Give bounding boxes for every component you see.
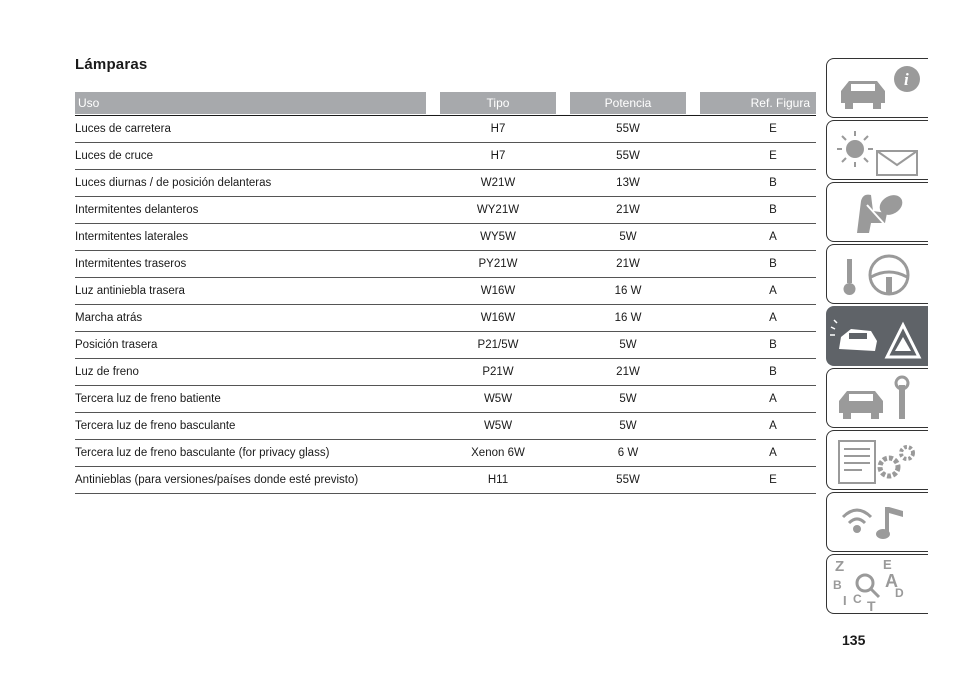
cell-potencia: 5W <box>619 420 637 432</box>
cell-uso: Intermitentes laterales <box>75 231 189 243</box>
car-maintenance-icon <box>827 369 929 429</box>
cell-potencia: 16 W <box>614 285 642 297</box>
cell-uso: Tercera luz de freno batiente <box>75 393 221 405</box>
tab-maintenance[interactable] <box>826 368 928 428</box>
cell-ref: B <box>769 258 777 270</box>
cell-potencia: 55W <box>616 474 640 486</box>
cell-tipo: PY21W <box>478 258 518 270</box>
index-letter-e: E <box>883 557 892 572</box>
table-body <box>75 115 816 494</box>
cell-tipo: H7 <box>490 123 506 135</box>
table-row <box>75 170 816 197</box>
header-potencia: Potencia <box>570 92 686 114</box>
tab-index[interactable] <box>826 554 928 614</box>
cell-uso: Antinieblas (para versiones/países donde esté previsto) <box>75 474 359 486</box>
index-icon <box>827 555 929 615</box>
multimedia-icon <box>827 493 929 553</box>
cell-ref: E <box>769 150 777 162</box>
table-row <box>75 197 816 224</box>
cell-tipo: W16W <box>480 312 516 324</box>
page-title: Lámparas <box>75 56 148 73</box>
table-row <box>75 332 816 359</box>
warning-lights-icon <box>827 121 929 181</box>
cell-ref: A <box>769 447 777 459</box>
cell-ref: B <box>769 366 777 378</box>
cell-ref: E <box>769 123 777 135</box>
lamps-table <box>75 92 816 494</box>
table-header <box>75 92 816 114</box>
cell-potencia: 5W <box>619 339 637 351</box>
cell-uso: Luz antiniebla trasera <box>75 285 185 297</box>
cell-ref: A <box>769 420 777 432</box>
header-tipo: Tipo <box>440 92 556 114</box>
cell-potencia: 16 W <box>614 312 642 324</box>
index-letter-b: B <box>833 578 842 592</box>
cell-uso: Posición trasera <box>75 339 158 351</box>
cell-uso: Intermitentes delanteros <box>75 204 199 216</box>
header-uso: Uso <box>75 92 426 114</box>
steering-key-icon <box>827 245 929 305</box>
cell-ref: B <box>769 177 777 189</box>
cell-uso: Tercera luz de freno basculante (for privacy glass) <box>75 447 330 459</box>
svg-text:i: i <box>904 70 909 89</box>
cell-uso: Luces de carretera <box>75 123 171 135</box>
cell-tipo: H7 <box>490 150 506 162</box>
tab-multimedia[interactable] <box>826 492 928 552</box>
tab-emergency[interactable] <box>826 306 928 366</box>
cell-ref: A <box>769 285 777 297</box>
cell-uso: Tercera luz de freno basculante <box>75 420 236 432</box>
cell-potencia: 55W <box>616 150 640 162</box>
technical-data-icon <box>827 431 929 491</box>
cell-potencia: 5W <box>619 393 637 405</box>
table-row <box>75 359 816 386</box>
cell-ref: A <box>769 393 777 405</box>
cell-tipo: W5W <box>483 420 513 432</box>
cell-ref: A <box>769 312 777 324</box>
table-row <box>75 440 816 467</box>
table-row <box>75 305 816 332</box>
table-row <box>75 224 816 251</box>
airbag-seat-icon <box>827 183 929 243</box>
tab-safety[interactable] <box>826 182 928 242</box>
cell-potencia: 21W <box>616 258 640 270</box>
cell-uso: Luz de freno <box>75 366 139 378</box>
cell-ref: B <box>769 204 777 216</box>
index-letter-z: Z <box>835 558 845 575</box>
index-letter-d: D <box>895 586 904 600</box>
cell-tipo: W21W <box>480 177 516 189</box>
cell-uso: Intermitentes traseros <box>75 258 187 270</box>
cell-ref: E <box>769 474 777 486</box>
table-row <box>75 116 816 143</box>
cell-tipo: H11 <box>487 474 509 486</box>
tab-warning-lights[interactable] <box>826 120 928 180</box>
table-row <box>75 467 816 494</box>
car-info-icon <box>827 59 929 119</box>
table-row <box>75 386 816 413</box>
cell-uso: Marcha atrás <box>75 312 143 324</box>
cell-tipo: WY21W <box>476 204 520 216</box>
index-letter-t: T <box>867 598 876 614</box>
cell-uso: Luces de cruce <box>75 150 153 162</box>
cell-tipo: WY5W <box>480 231 516 243</box>
cell-potencia: 5W <box>619 231 637 243</box>
header-ref-figura: Ref. Figura <box>700 92 816 114</box>
cell-tipo: P21W <box>482 366 514 378</box>
car-breakdown-warning-icon <box>827 307 929 367</box>
index-letter-a: A <box>885 571 898 591</box>
cell-ref: B <box>769 339 777 351</box>
tab-technical-data[interactable] <box>826 430 928 490</box>
page-number: 135 <box>842 632 866 648</box>
tab-car-info[interactable] <box>826 58 928 118</box>
cell-potencia: 55W <box>616 123 640 135</box>
index-letter-c: C <box>853 592 862 606</box>
cell-tipo: W5W <box>483 393 513 405</box>
cell-ref: A <box>769 231 777 243</box>
cell-tipo: P21/5W <box>477 339 519 351</box>
cell-potencia: 6 W <box>617 447 639 459</box>
table-row <box>75 143 816 170</box>
cell-potencia: 21W <box>616 204 640 216</box>
cell-potencia: 13W <box>616 177 640 189</box>
cell-tipo: W16W <box>480 285 516 297</box>
table-row <box>75 278 816 305</box>
index-letter-i: I <box>843 593 847 608</box>
table-row <box>75 251 816 278</box>
tab-starting-driving[interactable] <box>826 244 928 304</box>
cell-potencia: 21W <box>616 366 640 378</box>
cell-tipo: Xenon 6W <box>471 447 525 459</box>
cell-uso: Luces diurnas / de posición delanteras <box>75 177 272 189</box>
table-row <box>75 413 816 440</box>
